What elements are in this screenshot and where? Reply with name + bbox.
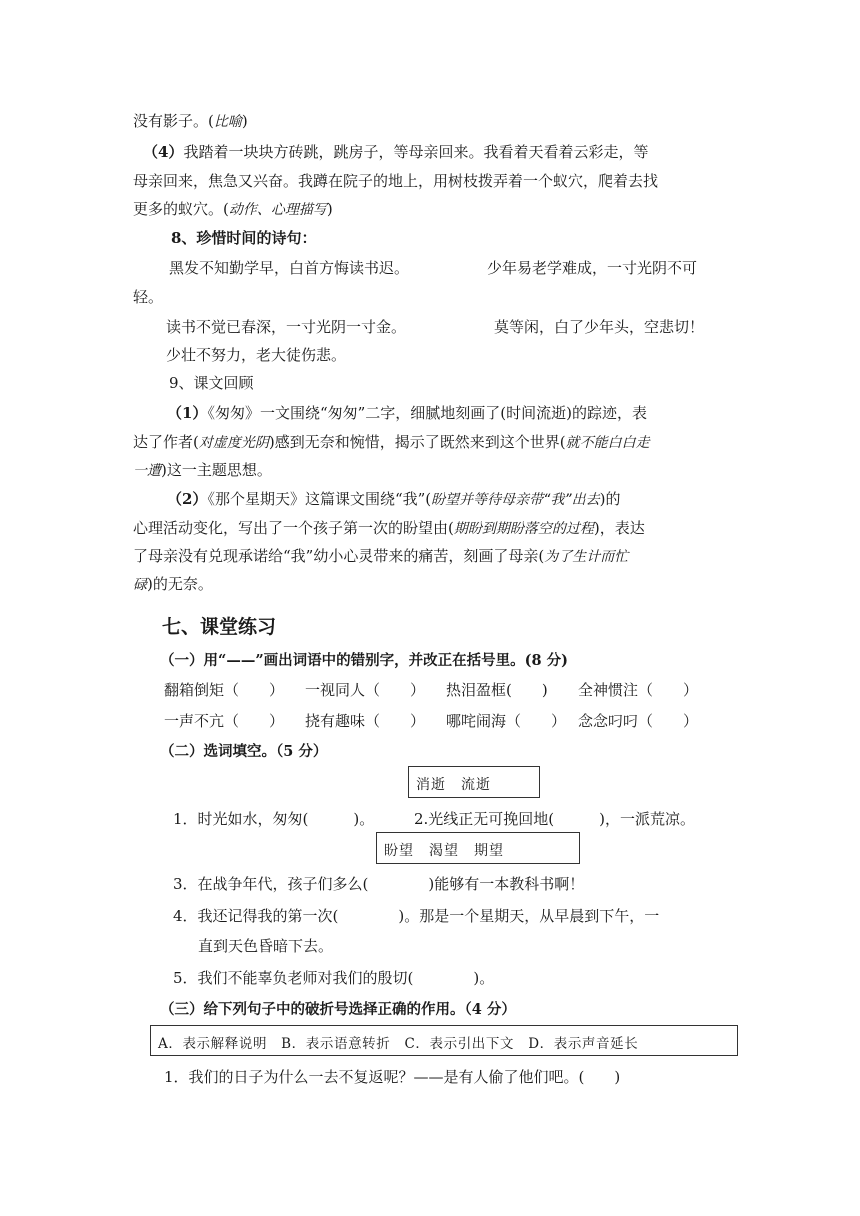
poem-line: 轻。: [133, 288, 164, 306]
text-line: [133, 198, 333, 221]
option-text: A．表示解释说明 B．表示语意转折 C．表示引出下文 D．表示声音延长: [158, 1036, 639, 1052]
text-line: [143, 141, 648, 163]
italic-text: 就不能白白走: [565, 435, 650, 451]
word-item: 热泪盈框( ): [446, 681, 548, 699]
text: 达了作者(: [133, 433, 199, 451]
question: 5．我们不能辜负老师对我们的殷切( )。: [173, 969, 495, 987]
word-item: 一视同人（ ）: [305, 681, 426, 699]
poem-line: 少年易老学难成，一寸光阴不可: [487, 259, 698, 277]
item-number: （4）: [143, 143, 184, 161]
text: )这一主题思想。: [161, 461, 272, 479]
italic-text: 为了生计而忙: [544, 549, 629, 565]
section-title: 七、课堂练习: [162, 616, 277, 638]
question: 1．我们的日子为什么一去不复返呢？——是有人偷了他们吧。( ): [164, 1068, 621, 1086]
question: 2.光线正无可挽回地( )，一派荒凉。: [414, 810, 696, 828]
text: 更多的蚁穴。(: [133, 200, 229, 218]
word-item: 哪咤闹海（ ）: [446, 712, 567, 730]
text: ): [326, 200, 333, 218]
poem-line: 读书不觉已春深，一寸光阴一寸金。: [166, 318, 407, 336]
word-item: 念念叼叼（ ）: [578, 712, 699, 730]
poem-line: 少壮不努力，老大徒伤悲。: [166, 346, 347, 364]
text-line: [133, 459, 272, 482]
poem-line: 黑发不知勤学早，白首方悔读书迟。: [169, 259, 410, 277]
section-heading: 8、珍惜时间的诗句：: [171, 229, 317, 247]
word-item: 一声不亢（ ）: [164, 712, 285, 730]
italic-text: 动作、心理描写: [228, 202, 327, 218]
text-line: [133, 517, 645, 540]
item-number: （1）: [167, 404, 208, 422]
italic-text: 比喻: [213, 114, 242, 130]
word-choice-text: 消逝 流逝: [416, 777, 491, 793]
text: 了母亲没有兑现承诺给“我”幼小心灵带来的痛苦，刻画了母亲(: [133, 547, 545, 565]
text: )的: [599, 490, 621, 508]
section-heading: 9、课文回顾: [169, 374, 254, 392]
poem-line: 莫等闲，白了少年头，空悲切！: [494, 318, 705, 336]
exercise-prompt: （二）选词填空。（5 分）: [160, 743, 328, 760]
text-line: 母亲回来，焦急又兴奋。我蹲在院子的地上，用树枝拨弄着一个蚁穴，爬着去找: [133, 172, 659, 190]
italic-text: 盼望并等待母亲带“我”出去: [431, 492, 600, 508]
text: )感到无奈和惋惜，揭示了既然来到这个世界(: [268, 433, 566, 451]
question: 3．在战争年代，孩子们多么( )能够有一本教科书啊！: [173, 875, 585, 893]
text-line: [167, 488, 621, 511]
exercise-prompt: （一）用“——”画出词语中的错别字，并改正在括号里。(8 分): [160, 652, 569, 669]
italic-text: 期盼到期盼落空的过程: [453, 521, 594, 537]
word-item: 挠有趣味（ ）: [305, 712, 426, 730]
text-line: [167, 402, 647, 424]
text-line: [133, 573, 213, 596]
text: ): [241, 112, 248, 130]
word-item: 全神惯注（ ）: [578, 681, 699, 699]
item-number: （2）: [167, 490, 208, 508]
exercise-prompt: （三）给下列句子中的破折号选择正确的作用。（4 分）: [160, 1001, 516, 1018]
text: 没有影子。(: [133, 112, 214, 130]
question: 直到天色昏暗下去。: [198, 937, 334, 955]
italic-text: 一遭: [133, 463, 161, 479]
italic-text: 对虚度光阴: [198, 435, 269, 451]
text: )，表达: [593, 519, 645, 537]
text-line: [133, 431, 650, 454]
text: 我踏着一块块方砖跳，跳房子，等母亲回来。我看着天看着云彩走，等: [183, 143, 649, 161]
text: 《那个星期天》这篇课文围绕“我”(: [207, 490, 432, 508]
question: 4．我还记得我的第一次( )。那是一个星期天，从早晨到下午，一: [173, 907, 660, 925]
italic-text: 碌: [133, 577, 147, 593]
word-item: 翻箱倒矩（ ）: [164, 681, 285, 699]
question: 1．时光如水，匆匆( )。: [173, 810, 375, 828]
text-line: [133, 110, 248, 133]
word-choice-text: 盼望 渴望 期望: [384, 843, 504, 859]
text: )的无奈。: [147, 575, 213, 593]
text: 《匆匆》一文围绕“匆匆”二字，细腻地刻画了(时间流逝)的踪迹，表: [207, 404, 647, 422]
text: 心理活动变化，写出了一个孩子第一次的盼望由(: [133, 519, 454, 537]
text-line: [133, 545, 628, 568]
